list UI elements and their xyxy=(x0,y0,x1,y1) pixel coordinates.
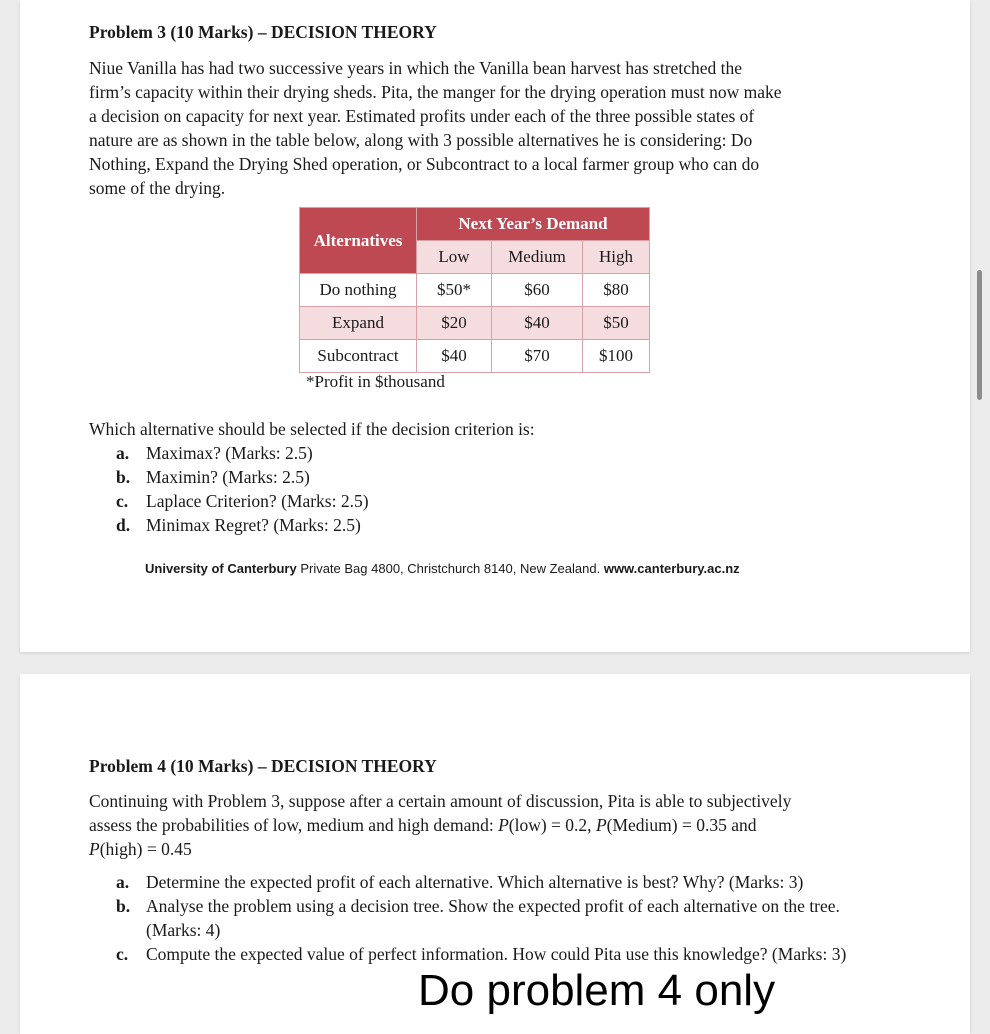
table-cell: $80 xyxy=(583,274,650,307)
intro-line: some of the drying. xyxy=(89,178,226,198)
list-item xyxy=(116,942,854,966)
intro-line: Continuing with Problem 3, suppose after a certain amount of discussion, Pita is able to subjectively xyxy=(89,791,792,811)
handwritten-annotation: Do problem 4 only xyxy=(418,966,776,1015)
problem4-intro xyxy=(89,789,879,861)
list-item xyxy=(116,870,854,894)
intro-line: firm’s capacity within their drying sheds. Pita, the manger for the drying operation must now make xyxy=(89,82,782,102)
column-header-high: High xyxy=(583,241,650,274)
table-cell: $40 xyxy=(417,340,492,373)
column-header-medium: Medium xyxy=(492,241,583,274)
part-text: Minimax Regret? (Marks: 2.5) xyxy=(146,515,361,535)
table-cell: $100 xyxy=(583,340,650,373)
table-cell: $50 xyxy=(583,307,650,340)
part-text: Compute the expected value of perfect information. How could Pita use this knowledge? (Marks: 3) xyxy=(146,944,847,964)
table-cell: $20 xyxy=(417,307,492,340)
part-label: b. xyxy=(116,467,131,487)
part-text: Laplace Criterion? (Marks: 2.5) xyxy=(146,491,369,511)
list-item xyxy=(116,489,854,513)
part-text: Analyse the problem using a decision tree. Show the expected profit of each alternative on the tree. (Marks: 4) xyxy=(146,896,840,940)
part-label: b. xyxy=(116,896,131,916)
row-label: Do nothing xyxy=(300,274,417,307)
part-label: c. xyxy=(116,491,129,511)
intro-line xyxy=(89,837,879,861)
list-item xyxy=(116,894,854,942)
part-label: a. xyxy=(116,443,130,463)
demand-header: Next Year’s Demand xyxy=(417,208,650,241)
intro-text: assess the probabilities of low, medium and high demand: xyxy=(89,815,499,835)
table-row xyxy=(300,340,650,373)
table-footnote: *Profit in $thousand xyxy=(306,372,445,391)
problem4-parts-list xyxy=(116,870,854,966)
row-label: Expand xyxy=(300,307,417,340)
page-footer xyxy=(145,561,905,576)
part-text: Maximax? (Marks: 2.5) xyxy=(146,443,313,463)
intro-line: a decision on capacity for next year. Estimated profits under each of the three possible states of xyxy=(89,106,755,126)
table-row xyxy=(300,307,650,340)
list-item xyxy=(116,441,854,465)
part-text: Determine the expected profit of each alternative. Which alternative is best? Why? (Marks: 3) xyxy=(146,872,804,892)
table-cell: $50* xyxy=(417,274,492,307)
problem3-parts-list xyxy=(116,441,854,537)
prob-symbol: P xyxy=(89,839,100,859)
part-label: a. xyxy=(116,872,130,892)
problem3-intro xyxy=(89,56,864,200)
intro-line: Niue Vanilla has had two successive years in which the Vanilla bean harvest has stretched the xyxy=(89,58,742,78)
intro-line xyxy=(89,813,879,837)
alternatives-header: Alternatives xyxy=(300,208,417,274)
prob-medium: (Medium) = 0.35 and xyxy=(606,815,757,835)
intro-line: Nothing, Expand the Drying Shed operation, or Subcontract to a local farmer group who can do xyxy=(89,154,760,174)
problem4-heading: Problem 4 (10 Marks) – DECISION THEORY xyxy=(89,756,437,776)
profit-table xyxy=(299,207,650,373)
prob-symbol: P xyxy=(498,815,509,835)
footer-address: Private Bag 4800, Christchurch 8140, New Zealand. xyxy=(296,561,604,576)
part-text: Maximin? (Marks: 2.5) xyxy=(146,467,310,487)
footer-university: University of Canterbury xyxy=(145,561,297,576)
row-label: Subcontract xyxy=(300,340,417,373)
prob-symbol: P xyxy=(595,815,607,835)
table-cell: $70 xyxy=(492,340,583,373)
footer-website-link[interactable]: www.canterbury.ac.nz xyxy=(603,561,740,576)
table-row xyxy=(300,274,650,307)
scrollbar-thumb[interactable] xyxy=(977,270,982,400)
list-item xyxy=(116,513,854,537)
table-cell: $40 xyxy=(492,307,583,340)
part-label: d. xyxy=(116,515,131,535)
intro-line: nature are as shown in the table below, along with 3 possible alternatives he is considering: Do xyxy=(89,130,753,150)
problem3-question: Which alternative should be selected if the decision criterion is: xyxy=(89,419,535,439)
prob-low: (low) = 0.2, xyxy=(508,815,596,835)
part-label: c. xyxy=(116,944,129,964)
problem3-heading: Problem 3 (10 Marks) – DECISION THEORY xyxy=(89,22,437,42)
list-item xyxy=(116,465,854,489)
table-cell: $60 xyxy=(492,274,583,307)
prob-high: (high) = 0.45 xyxy=(99,839,192,859)
column-header-low: Low xyxy=(417,241,492,274)
